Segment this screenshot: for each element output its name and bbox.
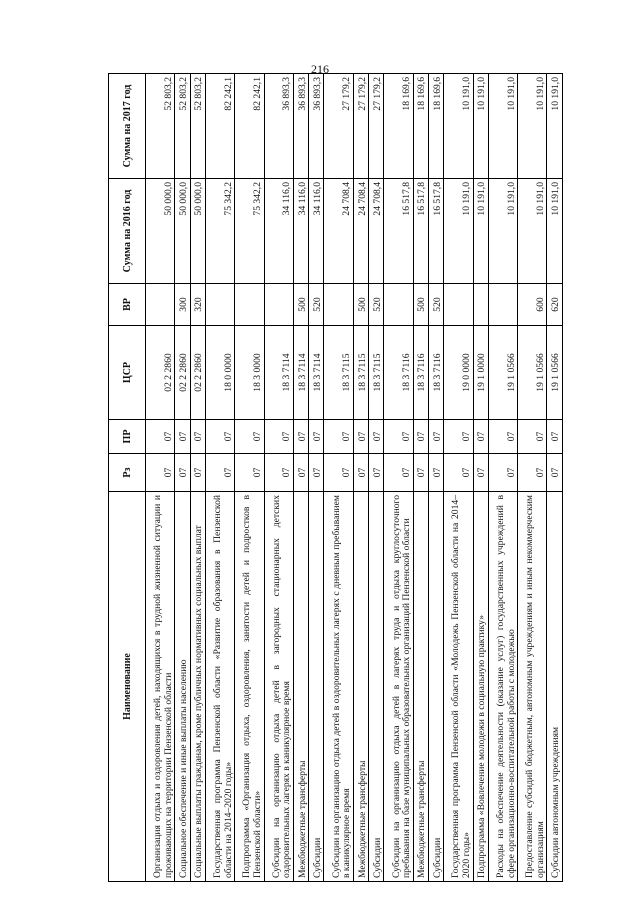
cell-sum-2017: 18 169,6 xyxy=(428,74,443,179)
cell-rz: 07 xyxy=(488,454,517,492)
cell-sum-2016: 10 191,0 xyxy=(444,179,473,284)
cell-vr: 620 xyxy=(547,284,563,326)
cell-name: Расходы на обеспечение деятельности (оказание услуг) государственных учреждений в сфере организационно-воспитательной работы с молодежью xyxy=(488,492,517,882)
cell-pr: 07 xyxy=(488,420,517,454)
cell-pr: 07 xyxy=(413,420,428,454)
cell-rz: 07 xyxy=(293,454,308,492)
cell-vr xyxy=(205,284,234,326)
cell-pr: 07 xyxy=(547,420,563,454)
cell-csr: 19 1 0000 xyxy=(473,326,488,420)
cell-sum-2017: 82 242,1 xyxy=(235,74,264,179)
table-header-row xyxy=(109,74,146,882)
table-row xyxy=(324,74,353,882)
table-row xyxy=(175,74,190,882)
cell-csr: 19 1 0566 xyxy=(518,326,547,420)
cell-sum-2016: 75 342,2 xyxy=(235,179,264,284)
table-row xyxy=(384,74,413,882)
cell-csr: 02 2 2860 xyxy=(146,326,175,420)
cell-sum-2016: 10 191,0 xyxy=(547,179,563,284)
cell-rz: 07 xyxy=(190,454,205,492)
cell-pr: 07 xyxy=(428,420,443,454)
cell-name: Межбюджетные трансферты xyxy=(353,492,368,882)
cell-rz: 07 xyxy=(309,454,324,492)
cell-rz: 07 xyxy=(444,454,473,492)
header-pr: ПР xyxy=(109,420,146,454)
cell-vr: 320 xyxy=(190,284,205,326)
cell-sum-2017: 10 191,0 xyxy=(547,74,563,179)
cell-sum-2017: 27 179,2 xyxy=(324,74,353,179)
cell-name: Государственная программа Пензенской области «Развитие образования в Пензенской области на 2014–2020 годы» xyxy=(205,492,234,882)
cell-pr: 07 xyxy=(384,420,413,454)
cell-sum-2017: 10 191,0 xyxy=(488,74,517,179)
cell-name: Межбюджетные трансферты xyxy=(293,492,308,882)
table-row xyxy=(473,74,488,882)
cell-vr: 600 xyxy=(518,284,547,326)
cell-rz: 07 xyxy=(369,454,384,492)
cell-vr xyxy=(444,284,473,326)
cell-sum-2017: 10 191,0 xyxy=(444,74,473,179)
cell-rz: 07 xyxy=(324,454,353,492)
cell-csr: 02 2 2860 xyxy=(175,326,190,420)
cell-sum-2017: 10 191,0 xyxy=(518,74,547,179)
cell-sum-2016: 16 517,8 xyxy=(413,179,428,284)
cell-rz: 07 xyxy=(547,454,563,492)
cell-csr: 18 3 7114 xyxy=(293,326,308,420)
cell-vr: 300 xyxy=(175,284,190,326)
cell-pr: 07 xyxy=(369,420,384,454)
cell-rz: 07 xyxy=(146,454,175,492)
cell-sum-2016: 50 000,0 xyxy=(175,179,190,284)
cell-rz: 07 xyxy=(205,454,234,492)
table-row xyxy=(518,74,547,882)
cell-name: Социальные выплаты гражданам, кроме публичных нормативных социальных выплат xyxy=(190,492,205,882)
cell-rz: 07 xyxy=(175,454,190,492)
cell-vr: 500 xyxy=(353,284,368,326)
cell-vr xyxy=(473,284,488,326)
cell-name: Субсидии xyxy=(369,492,384,882)
cell-rz: 07 xyxy=(413,454,428,492)
cell-vr: 520 xyxy=(309,284,324,326)
cell-name: Организация отдыха и оздоровления детей, находящихся в трудной жизненной ситуации и проживающих на территории Пензенской области xyxy=(146,492,175,882)
cell-csr: 18 3 7116 xyxy=(384,326,413,420)
cell-csr: 18 3 7114 xyxy=(309,326,324,420)
table-row xyxy=(444,74,473,882)
cell-pr: 07 xyxy=(264,420,293,454)
cell-sum-2016: 24 708,4 xyxy=(353,179,368,284)
cell-pr: 07 xyxy=(146,420,175,454)
cell-name: Субсидии на организацию отдыха детей в оздоровительных лагерях с дневным пребыванием в каникулярное время xyxy=(324,492,353,882)
header-csr: ЦСР xyxy=(109,326,146,420)
cell-vr: 500 xyxy=(293,284,308,326)
cell-sum-2016: 16 517,8 xyxy=(384,179,413,284)
cell-name: Субсидии на организацию отдыха детей в лагерях труда и отдыха круглосуточного пребывания на базе муниципальных образовательных организаций Пензенской области xyxy=(384,492,413,882)
cell-vr xyxy=(264,284,293,326)
cell-name: Государственная программа Пензенской области «Молодежь Пензенской области на 2014–2020 годы» xyxy=(444,492,473,882)
cell-vr: 520 xyxy=(428,284,443,326)
cell-vr xyxy=(488,284,517,326)
cell-csr: 18 3 7116 xyxy=(428,326,443,420)
cell-sum-2016: 50 000,0 xyxy=(190,179,205,284)
cell-vr xyxy=(146,284,175,326)
cell-sum-2016: 34 116,0 xyxy=(309,179,324,284)
cell-name: Субсидии xyxy=(309,492,324,882)
cell-sum-2017: 36 893,3 xyxy=(309,74,324,179)
header-rz: Рз xyxy=(109,454,146,492)
cell-pr: 07 xyxy=(190,420,205,454)
cell-rz: 07 xyxy=(235,454,264,492)
cell-vr xyxy=(235,284,264,326)
cell-sum-2016: 10 191,0 xyxy=(488,179,517,284)
cell-sum-2016: 34 116,0 xyxy=(264,179,293,284)
cell-csr: 19 0 0000 xyxy=(444,326,473,420)
table-row xyxy=(190,74,205,882)
cell-sum-2016: 75 342,2 xyxy=(205,179,234,284)
table-row xyxy=(369,74,384,882)
cell-sum-2016: 24 708,4 xyxy=(324,179,353,284)
cell-sum-2017: 52 803,2 xyxy=(175,74,190,179)
cell-name: Социальное обеспечение и иные выплаты населению xyxy=(175,492,190,882)
budget-table xyxy=(108,73,563,882)
table-row xyxy=(205,74,234,882)
cell-name: Подпрограмма «Организация отдыха, оздоровления, занятости детей и подростков в Пензенской области» xyxy=(235,492,264,882)
cell-name: Субсидии на организацию отдыха детей в загородных стационарных детских оздоровительных лагерях в каникулярное время xyxy=(264,492,293,882)
cell-vr: 500 xyxy=(413,284,428,326)
cell-rz: 07 xyxy=(264,454,293,492)
table-row xyxy=(264,74,293,882)
cell-rz: 07 xyxy=(353,454,368,492)
table-row xyxy=(293,74,308,882)
cell-pr: 07 xyxy=(518,420,547,454)
cell-sum-2017: 10 191,0 xyxy=(473,74,488,179)
table-row xyxy=(547,74,563,882)
cell-rz: 07 xyxy=(428,454,443,492)
cell-pr: 07 xyxy=(175,420,190,454)
cell-csr: 18 3 7115 xyxy=(353,326,368,420)
cell-name: Субсидии автономным учреждениям xyxy=(547,492,563,882)
cell-csr: 18 3 0000 xyxy=(235,326,264,420)
cell-csr: 18 3 7115 xyxy=(369,326,384,420)
cell-name: Подпрограмма «Вовлечение молодежи в социальную практику» xyxy=(473,492,488,882)
cell-sum-2016: 34 116,0 xyxy=(293,179,308,284)
cell-sum-2016: 16 517,8 xyxy=(428,179,443,284)
cell-rz: 07 xyxy=(518,454,547,492)
cell-sum-2017: 27 179,2 xyxy=(369,74,384,179)
page-number: 216 xyxy=(311,62,329,76)
cell-rz: 07 xyxy=(384,454,413,492)
cell-csr: 19 1 0566 xyxy=(488,326,517,420)
cell-pr: 07 xyxy=(444,420,473,454)
table-body xyxy=(146,74,563,882)
cell-name: Субсидии xyxy=(428,492,443,882)
cell-sum-2017: 36 893,3 xyxy=(293,74,308,179)
table-row xyxy=(353,74,368,882)
cell-rz: 07 xyxy=(473,454,488,492)
cell-vr: 520 xyxy=(369,284,384,326)
cell-pr: 07 xyxy=(324,420,353,454)
cell-vr xyxy=(324,284,353,326)
cell-sum-2017: 18 169,6 xyxy=(384,74,413,179)
cell-name: Межбюджетные трансферты xyxy=(413,492,428,882)
cell-sum-2017: 18 169,6 xyxy=(413,74,428,179)
cell-sum-2016: 10 191,0 xyxy=(473,179,488,284)
cell-csr: 18 3 7115 xyxy=(324,326,353,420)
cell-sum-2017: 27 179,2 xyxy=(353,74,368,179)
cell-csr: 02 2 2860 xyxy=(190,326,205,420)
cell-pr: 07 xyxy=(205,420,234,454)
table-row xyxy=(235,74,264,882)
table-row xyxy=(488,74,517,882)
table-row xyxy=(146,74,175,882)
cell-name: Предоставление субсидий бюджетным, автономным учреждениям и иным некоммерческим организациям xyxy=(518,492,547,882)
header-name: Наименование xyxy=(109,492,146,882)
rotated-table-wrapper xyxy=(108,74,563,882)
cell-sum-2017: 52 803,2 xyxy=(146,74,175,179)
cell-sum-2016: 50 000,0 xyxy=(146,179,175,284)
header-vr: ВР xyxy=(109,284,146,326)
cell-csr: 18 0 0000 xyxy=(205,326,234,420)
cell-csr: 18 3 7114 xyxy=(264,326,293,420)
cell-sum-2016: 10 191,0 xyxy=(518,179,547,284)
cell-pr: 07 xyxy=(353,420,368,454)
cell-sum-2017: 82 242,1 xyxy=(205,74,234,179)
cell-csr: 18 3 7116 xyxy=(413,326,428,420)
cell-sum-2017: 36 893,3 xyxy=(264,74,293,179)
cell-pr: 07 xyxy=(235,420,264,454)
cell-pr: 07 xyxy=(309,420,324,454)
cell-pr: 07 xyxy=(293,420,308,454)
cell-sum-2017: 52 803,2 xyxy=(190,74,205,179)
cell-vr xyxy=(384,284,413,326)
header-sum-2016: Сумма на 2016 год xyxy=(109,179,146,284)
cell-pr: 07 xyxy=(473,420,488,454)
table-row xyxy=(413,74,428,882)
header-sum-2017: Сумма на 2017 год xyxy=(109,74,146,179)
table-row xyxy=(309,74,324,882)
table-row xyxy=(428,74,443,882)
cell-csr: 19 1 0566 xyxy=(547,326,563,420)
cell-sum-2016: 24 708,4 xyxy=(369,179,384,284)
